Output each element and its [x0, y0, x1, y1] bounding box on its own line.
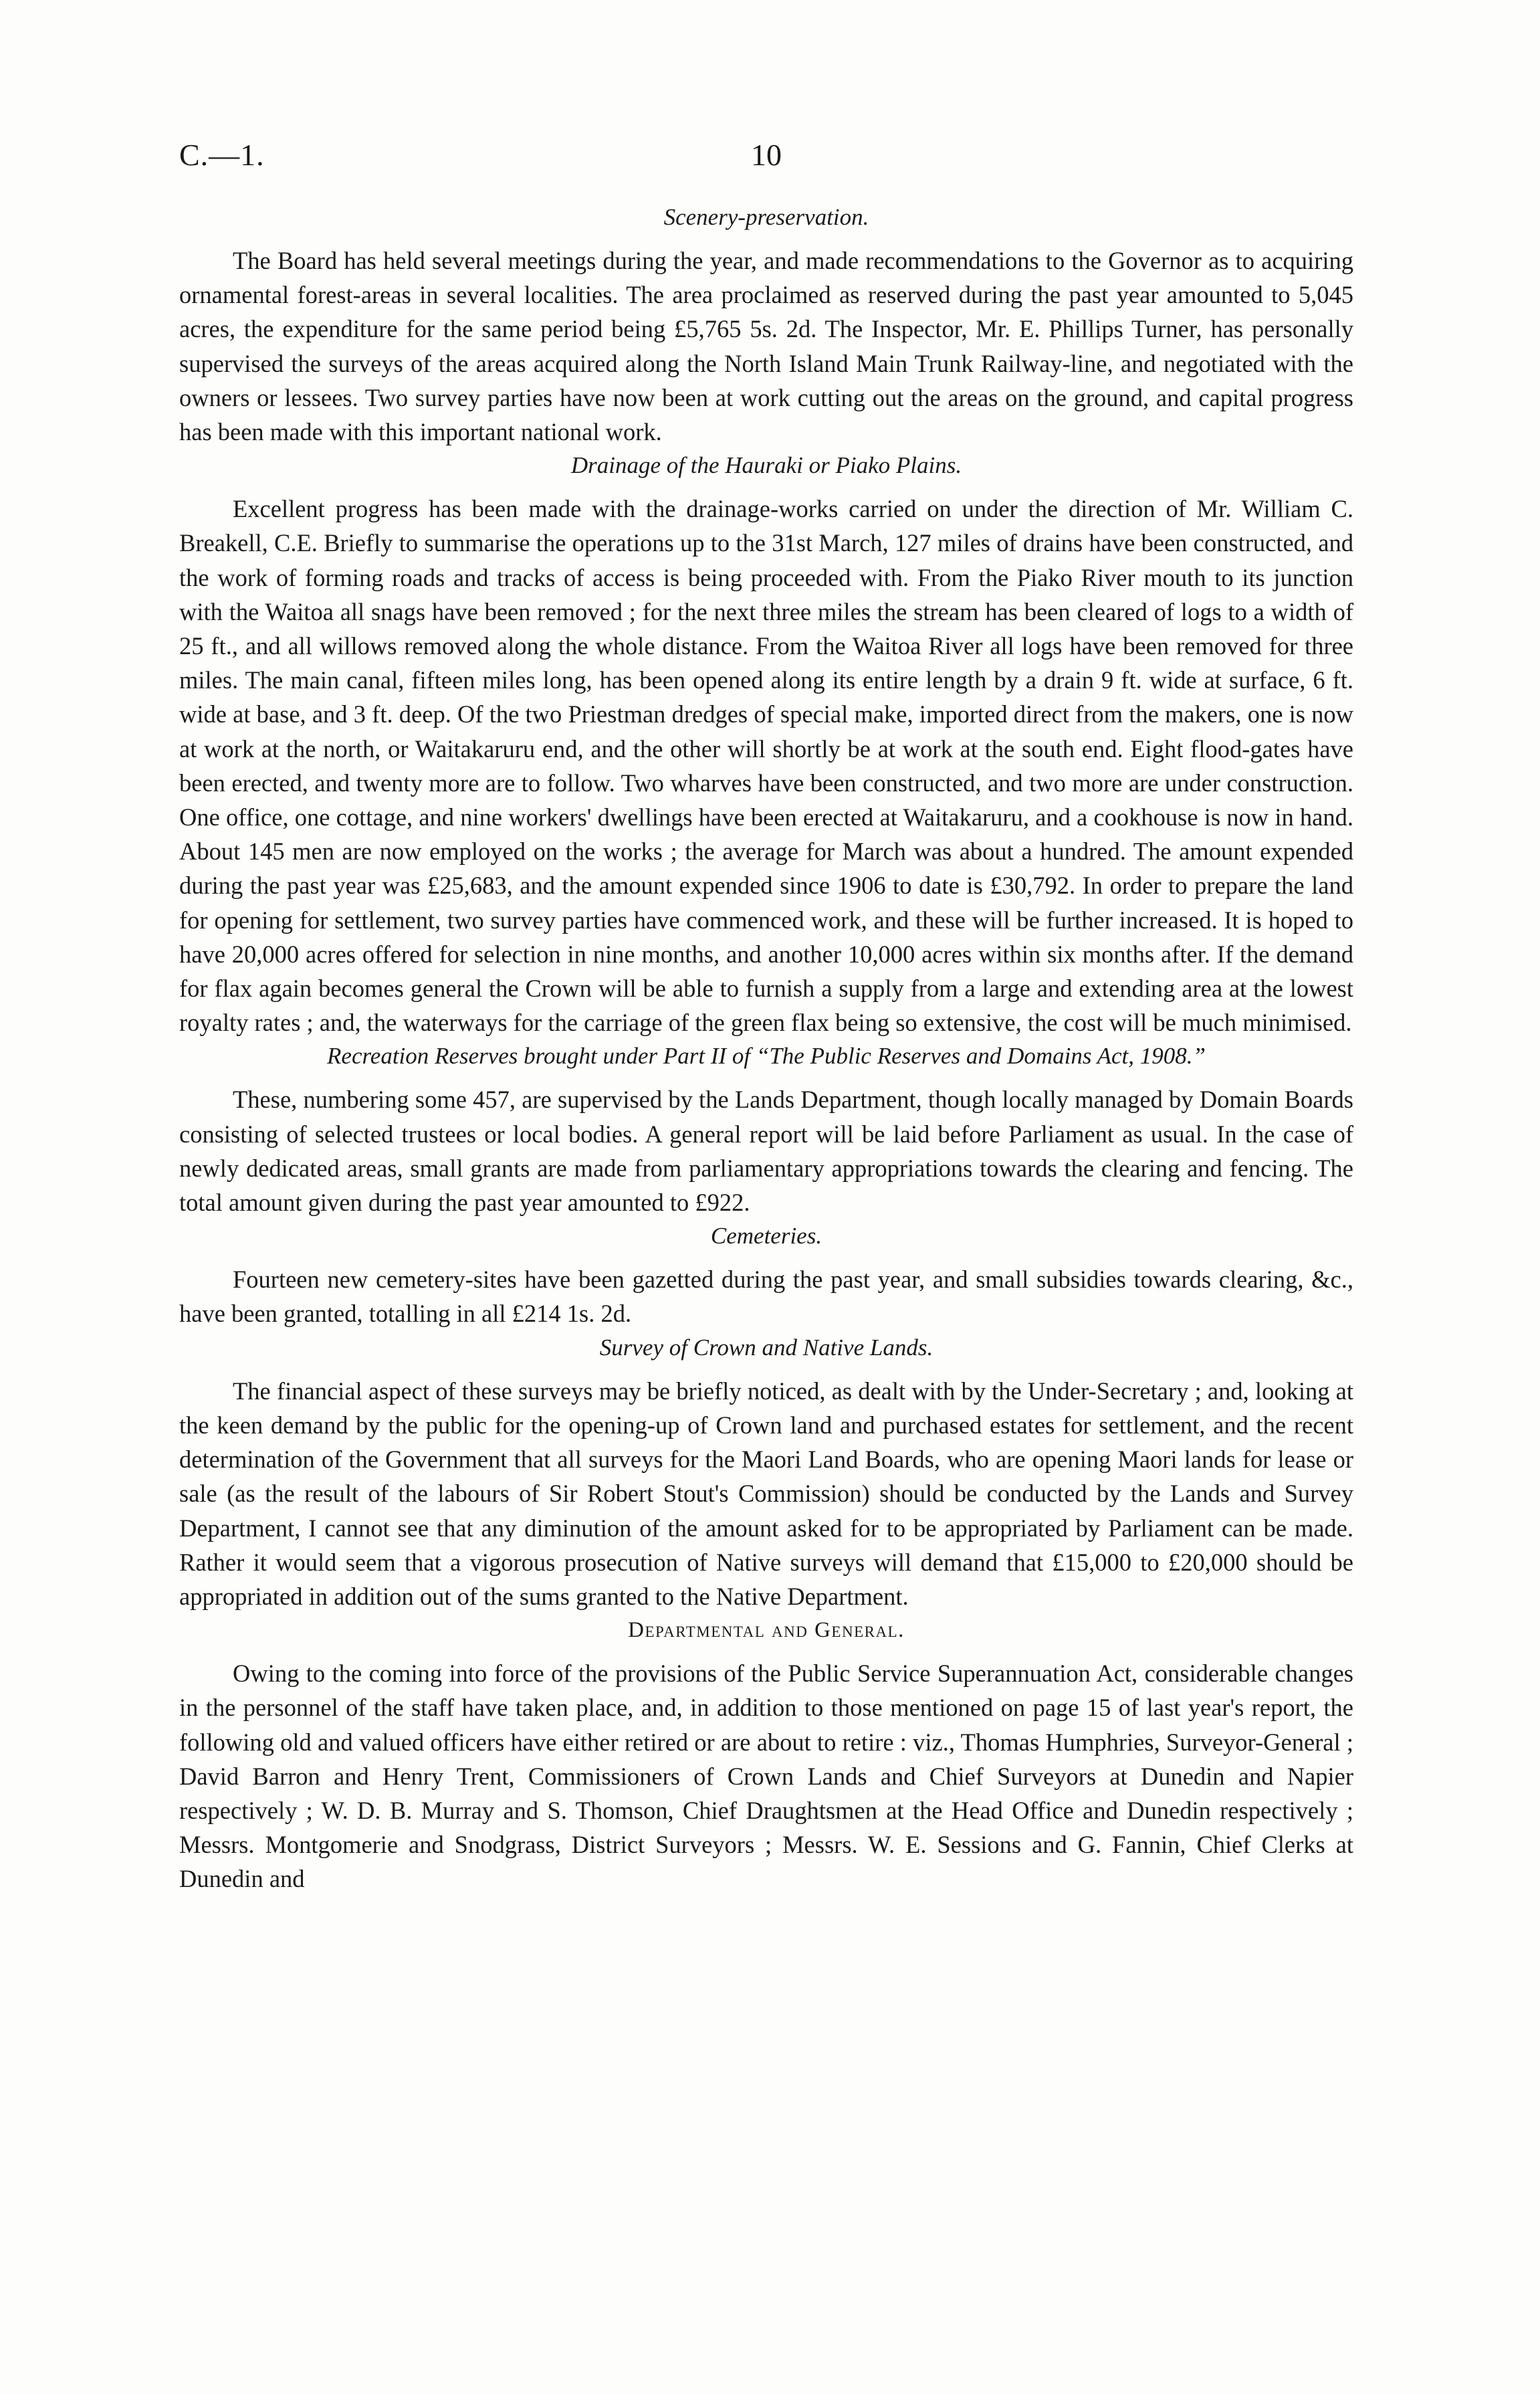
paragraph-departmental-general: Owing to the coming into force of the provisions of the Public Service Superannuation Act, considerable changes in the personnel of the staff have taken place, and, in addition to those mentioned on page 15 of last year's report, the following old and valued officers have either retired or are about to retire : viz., Thomas Humphries, Surveyor-General ; David Barron and Henry Trent, Commissioners of Crown Lands and Chief Surveyors at Dunedin and Napier respectively ; W. D. B. Murray and S. Thomson, Chief Draughtsmen at the Head Office and Dunedin respectively ; Messrs. Montgomerie and Snodgrass, District Surveyors ; Messrs. W. E. Sessions and G. Fannin, Chief Clerks at Dunedin and	[179, 1660, 1353, 1893]
paragraph-recreation-reserves: These, numbering some 457, are supervised by the Lands Department, though locally managed by Domain Boards consisting of selected trustees or local bodies. A general report will be laid before Parliament as usual. In the case of newly dedicated areas, small grants are made from parliamentary appropriations towards the clearing and fencing. The total amount given during the past year amounted to £922.	[179, 1086, 1353, 1217]
heading-survey-crown-native-lands: Survey of Crown and Native Lands.	[599, 1334, 933, 1361]
page-number: 10	[751, 138, 782, 172]
heading-cemeteries: Cemeteries.	[710, 1223, 822, 1250]
paragraph-cemeteries: Fourteen new cemetery-sites have been gazetted during the past year, and small subsidies towards clearing, &c., have been granted, totalling in all £214 1s. 2d.	[179, 1266, 1353, 1328]
paragraph-drainage-hauraki: Excellent progress has been made with the drainage-works carried on under the direction of Mr. William C. Breakell, C.E. Briefly to summarise the operations up to the 31st March, 127 miles of drains have been constructed, and the work of forming roads and tracks of access is being proceeded with. From the Piako River mouth to its junction with the Waitoa all snags have been removed ; for the next three miles the stream has been cleared of logs to a width of 25 ft., and all willows removed along the whole distance. From the Waitoa River all logs have been removed for three miles. The main canal, fifteen miles long, has been opened along its entire length by a drain 9 ft. wide at surface, 6 ft. wide at base, and 3 ft. deep. Of the two Priestman dredges of special make, imported direct from the makers, one is now at work at the north, or Waitakaruru end, and the other will shortly be at work at the south end. Eight flood-gates have been erected, and twenty more are to follow. Two wharves have been constructed, and two more are under construction. One office, one cottage, and nine workers' dwellings have been erected at Waitakaruru, and a cookhouse is now in hand. About 145 men are now employed on the works ; the average for March was about a hundred. The amount expended during the past year was £25,683, and the amount expended since 1906 to date is £30,792. In order to prepare the land for opening for settlement, two survey parties have commenced work, and these will be further increased. It is hoped to have 20,000 acres offered for selection in nine months, and another 10,000 acres within six months after. If the demand for flax again becomes general the Crown will be able to furnish a supply from a large and extending area at the lowest royalty rates ; and, the waterways for the carriage of the green flax being so extensive, the cost will be much minimised.	[179, 495, 1353, 1037]
heading-scenery-preservation: Scenery-preservation.	[663, 204, 869, 230]
heading-recreation-reserves: Recreation Reserves brought under Part II of “The Public Reserves and Domains Act, 1908.”	[327, 1043, 1206, 1070]
report-reference: C.—1.	[179, 138, 265, 172]
paragraph-scenery-preservation: The Board has held several meetings during the year, and made recommendations to the Governor as to acquiring ornamental forest-areas in several localities. The area proclaimed as reserved during the past year amounted to 5,045 acres, the expenditure for the same period being £5,765 5s. 2d. The Inspector, Mr. E. Phillips Turner, has personally supervised the surveys of the areas acquired along the North Island Main Trunk Railway-line, and negotiated with the owners or lessees. Two survey parties have now been at work cutting out the areas on the ground, and capital progress has been made with this important national work.	[179, 247, 1353, 446]
heading-drainage-hauraki: Drainage of the Hauraki or Piako Plains.	[570, 452, 962, 479]
page-body	[179, 201, 1353, 1896]
paragraph-survey-crown-native-lands: The financial aspect of these surveys may be briefly noticed, as dealt with by the Under-Secretary ; and, looking at the keen demand by the public for the opening-up of Crown land and purchased estates for settlement, and the recent determination of the Government that all surveys for the Maori Land Boards, who are opening Maori lands for lease or sale (as the result of the labours of Sir Robert Stout's Commission) should be conducted by the Lands and Survey Department, I cannot see that any diminution of the amount asked for to be appropriated by Parliament can be made. Rather it would seem that a vigorous prosecution of Native surveys will demand that £15,000 to £20,000 should be appropriated in addition out of the sums granted to the Native Department.	[179, 1377, 1353, 1610]
page-header	[179, 137, 1353, 177]
heading-departmental-general: Departmental and General.	[628, 1618, 905, 1643]
